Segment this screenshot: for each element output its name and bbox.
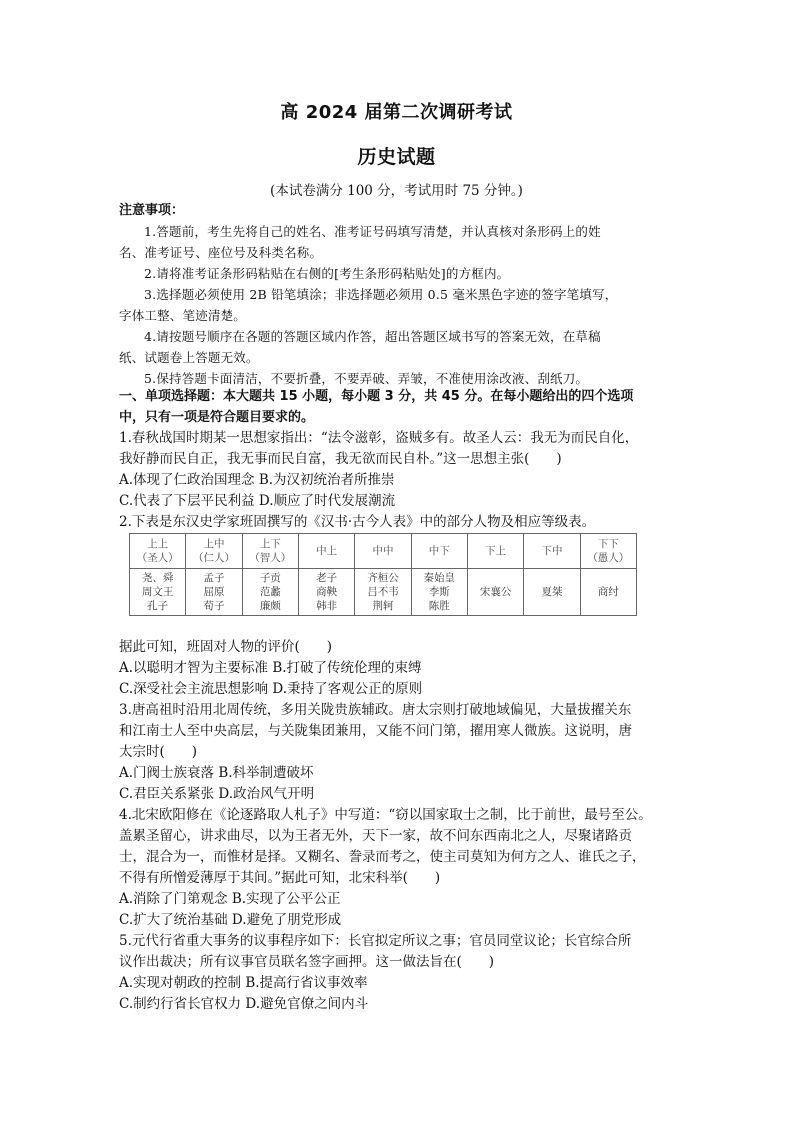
grade-cell-1: 尧、舜 周文王 孔子 (130, 569, 186, 616)
grade-cell-8: 夏桀 (524, 569, 580, 616)
question-4-option-cd[interactable]: C.扩大了统治基础 D.避免了朋党形成 (119, 912, 342, 928)
question-5-stem-line-2: 议作出裁决；所有议事官员联名签字画押。这一做法旨在( ) (119, 954, 495, 970)
note-3-line-2: 字体工整、笔迹清楚。 (119, 308, 247, 323)
grade-cell-3: 子贡 范蠡 廉颇 (242, 569, 298, 616)
grade-cell-7: 宋襄公 (467, 569, 523, 616)
question-3-stem-line-1: 3.唐高祖时沿用北周传统，多用关陇贵族辅政。唐太宗则打破地域偏见，大量拔擢关东 (119, 702, 632, 718)
grade-cell-4: 老子 商鞅 韩非 (298, 569, 354, 616)
question-4-stem-line-4: 不得有所憎爱薄厚于其间。”据此可知，北宋科举( ) (119, 870, 441, 886)
question-4-stem-line-2: 盖累圣留心，讲求曲尽，以为王者无外，天下一家，故不问东西南北之人，尽聚诸路贡 (119, 828, 632, 844)
grade-header-7: 下上 (467, 534, 523, 569)
question-2-stem-line-1: 2.下表是东汉史学家班固撰写的《汉书·古今人表》中的部分人物及相应等级表。 (119, 514, 596, 530)
section-heading-line-1: 一、单项选择题：本大题共 15 小题，每小题 3 分，共 45 分。在每小题给出的四个选项 (119, 389, 634, 404)
question-4-option-ab[interactable]: A.消除了门第观念 B.实现了公平公正 (119, 891, 341, 907)
question-3 (119, 700, 679, 805)
grade-table (129, 533, 637, 616)
grade-header-9: 下下 （愚人） (580, 534, 636, 569)
grade-header-1: 上上 （圣人） (130, 534, 186, 569)
grade-header-8: 下中 (524, 534, 580, 569)
note-3-line-1: 3.选择题必须使用 2B 铅笔填涂；非选择题必须用 0.5 毫米黑色字迹的签字笔填写， (144, 287, 618, 302)
question-3-option-ab[interactable]: A.门阀士族衰落 B.科举制遭破坏 (119, 765, 314, 781)
question-5-option-cd[interactable]: C.制约行省长官权力 D.避免官僚之间内斗 (119, 996, 369, 1012)
question-2-after-table: 据此可知，班固对人物的评价( ) (119, 639, 333, 655)
grade-table-header-row (130, 534, 637, 569)
notes-section (119, 200, 679, 389)
grade-header-3: 上下 （智人） (242, 534, 298, 569)
question-3-option-cd[interactable]: C.君臣关系紧张 D.政治风气开明 (119, 786, 315, 802)
grade-header-6: 中下 (411, 534, 467, 569)
grade-header-4: 中上 (298, 534, 354, 569)
question-4 (119, 805, 679, 931)
note-4-line-2: 纸、试题卷上答题无效。 (119, 350, 259, 365)
grade-cell-5: 齐桓公 吕不韦 荆轲 (355, 569, 411, 616)
question-1-stem-line-1: 1.春秋战国时期某一思想家指出：“法令滋彰，盗贼多有。故圣人云：我无为而民自化， (119, 430, 639, 446)
question-5-option-ab[interactable]: A.实现对朝政的控制 B.提高行省议事效率 (119, 975, 368, 991)
question-2-option-cd[interactable]: C.深受社会主流思想影响 D.秉持了客观公正的原则 (119, 681, 423, 697)
grade-header-2: 上中 （仁人） (186, 534, 242, 569)
note-5-line-1: 5.保持答题卡面清洁，不要折叠，不要弄破、弄皱，不准使用涂改液、刮纸刀。 (144, 371, 589, 386)
grade-cell-6: 秦始皇 李斯 陈胜 (411, 569, 467, 616)
question-1-option-ab[interactable]: A.体现了仁政治国理念 B.为汉初统治者所推崇 (119, 472, 395, 488)
question-2-continued (119, 637, 679, 700)
question-5 (119, 931, 679, 1015)
question-3-stem-line-3: 太宗时( ) (119, 744, 198, 760)
notes-heading: 注意事项： (119, 203, 185, 218)
note-2-line-1: 2.请将准考证条形码粘贴在右侧的[考生条形码粘贴处]的方框内。 (144, 266, 510, 281)
section-heading (119, 386, 679, 428)
note-1-line-1: 1.答题前，考生先将自己的姓名、准考证号码填写清楚，并认真核对条形码上的姓 (144, 224, 601, 239)
note-1-line-2: 名、准考证号、座位号及科类名称。 (119, 245, 323, 260)
question-2 (119, 512, 679, 533)
exam-title: 高 2024 届第二次调研考试 (280, 102, 513, 123)
notes-list (119, 221, 679, 389)
question-2-option-ab[interactable]: A.以聪明才智为主要标准 B.打破了传统伦理的束缚 (119, 660, 422, 676)
question-4-stem-line-3: 士，混合为一，而惟材是择。又糊名、誊录而考之，使主司莫知为何方之人、谁氏之子， (119, 849, 646, 865)
question-1-option-cd[interactable]: C.代表了下层平民利益 D.顺应了时代发展潮流 (119, 493, 396, 509)
grade-cell-9: 商纣 (580, 569, 636, 616)
question-1-stem-line-2: 我好静而民自正，我无事而民自富，我无欲而民自朴。”这一思想主张( ) (119, 451, 562, 467)
grade-header-5: 中中 (355, 534, 411, 569)
section-heading-line-2: 中，只有一项是符合题目要求的。 (119, 410, 315, 425)
question-5-stem-line-1: 5.元代行省重大事务的议事程序如下：长官拟定所议之事；官员同堂议论；长官综合所 (119, 933, 632, 949)
grade-cell-2: 孟子 屈原 荀子 (186, 569, 242, 616)
subject-title: 历史试题 (357, 146, 436, 168)
question-1 (119, 428, 679, 512)
question-4-stem-line-1: 4.北宋欧阳修在《论逐路取人札子》中写道：“窃以国家取士之制，比于前世，最号至公。 (119, 807, 652, 823)
grade-table-row (130, 569, 637, 616)
note-4-line-1: 4.请按题号顺序在各题的答题区域内作答，超出答题区域书写的答案无效，在草稿 (144, 329, 601, 344)
exam-info: (本试卷满分 100 分，考试用时 75 分钟。) (270, 183, 523, 199)
question-3-stem-line-2: 和江南士人至中央高层，与关陇集团兼用，又能不问门第，擢用寒人微族。这说明，唐 (119, 723, 632, 739)
